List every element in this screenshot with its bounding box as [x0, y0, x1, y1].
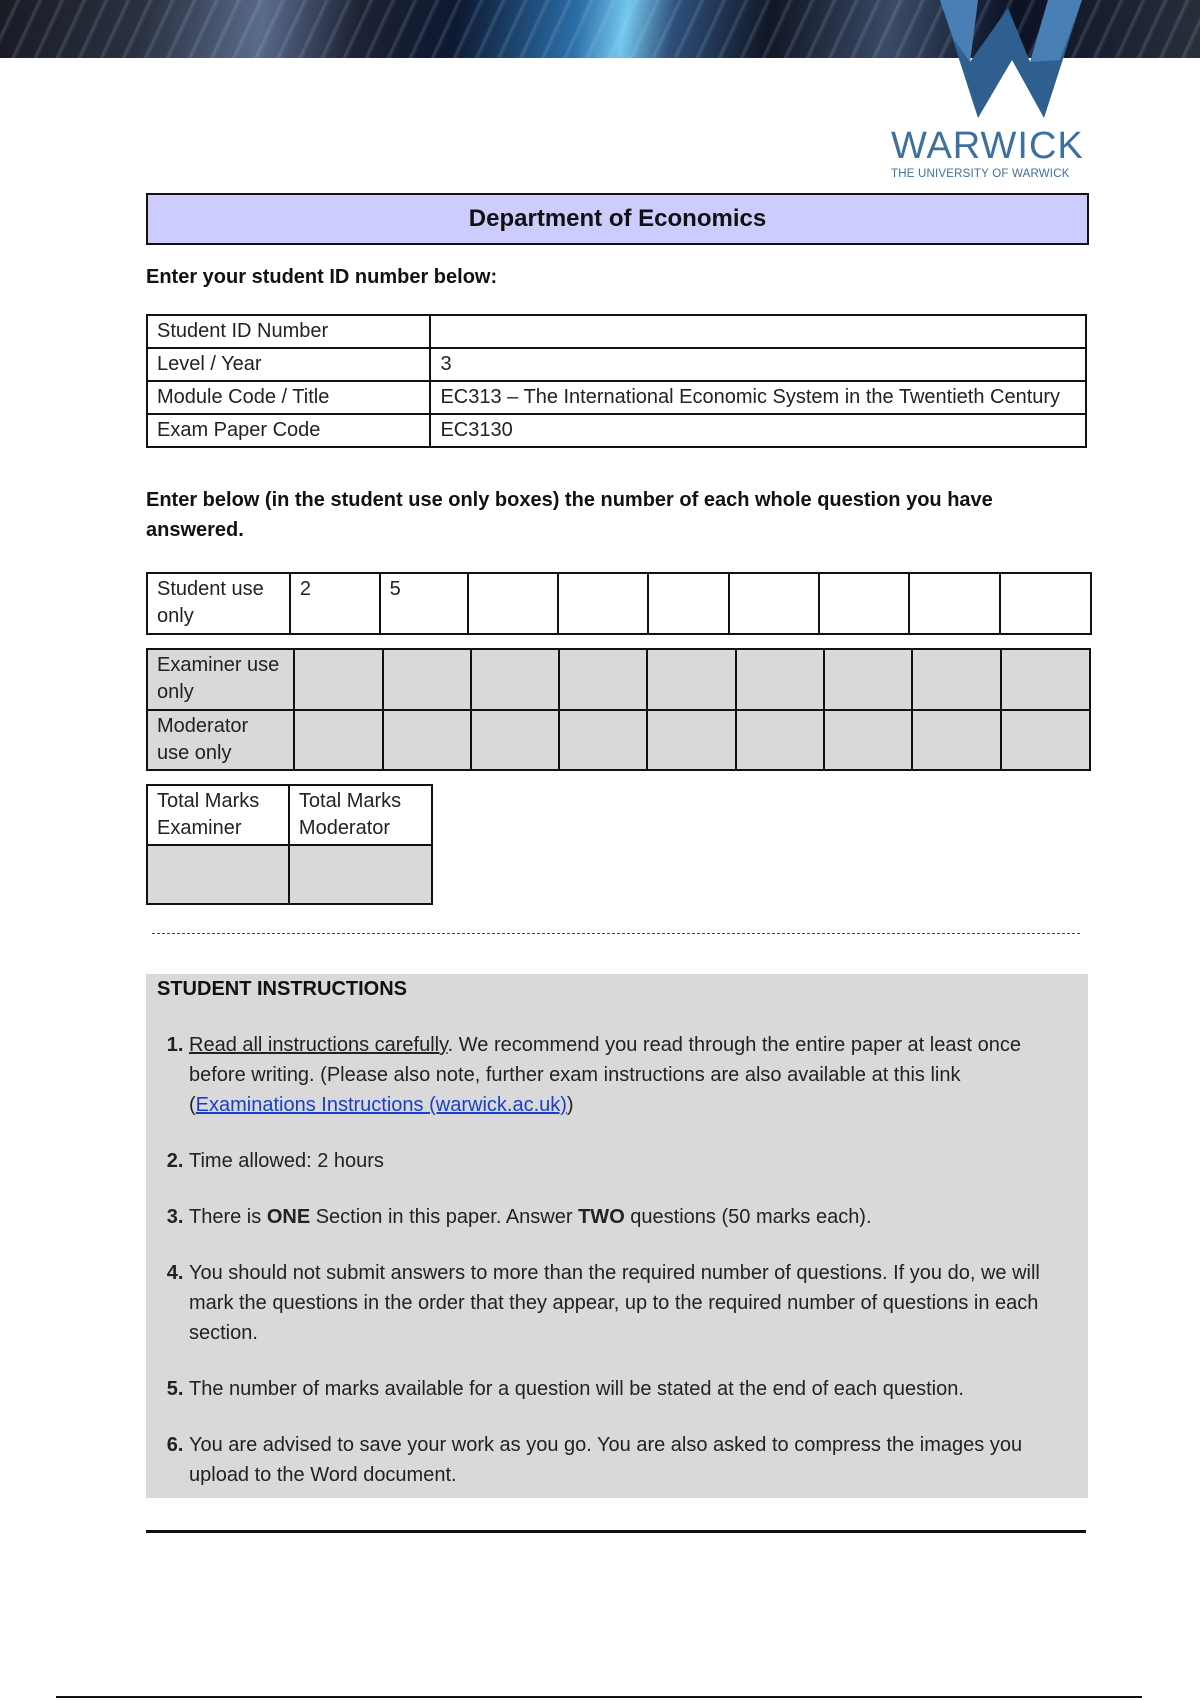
list-item	[189, 1030, 1069, 1120]
list-item	[189, 1146, 1069, 1176]
instruction-4-text: You should not submit answers to more than the required number of questions. If you do, we will mark the questions in the order that they appear, up to the required number of questions in each section.	[189, 1262, 1040, 1344]
table-row	[147, 381, 1086, 414]
instruction-3-part-a: There is	[189, 1206, 267, 1228]
page-bottom-divider	[56, 1696, 1142, 1698]
examiner-mark-box	[824, 649, 913, 710]
moderator-use-label: Moderator use only	[147, 710, 294, 770]
student-id-prompt: Enter your student ID number below:	[146, 266, 498, 288]
instruction-6-text: You are advised to save your work as you go. You are also asked to compress the images you upload to the Word document.	[189, 1434, 1023, 1486]
table-row	[147, 573, 1091, 634]
list-item	[189, 1202, 1069, 1232]
moderator-mark-box	[1001, 710, 1090, 770]
moderator-mark-box	[912, 710, 1001, 770]
examiner-mark-box	[912, 649, 1001, 710]
table-row	[147, 785, 432, 845]
table-row	[147, 649, 1090, 710]
examiner-mark-box	[471, 649, 559, 710]
total-marks-examiner-label: Total Marks Examiner	[147, 785, 289, 845]
total-marks-table	[146, 784, 433, 905]
student-id-label: Student ID Number	[147, 315, 430, 348]
instruction-3-part-e: questions (50 marks each).	[624, 1206, 872, 1228]
moderator-mark-box	[471, 710, 559, 770]
list-item	[189, 1430, 1069, 1490]
table-row	[147, 315, 1086, 348]
answer-box-7[interactable]	[819, 573, 910, 634]
section-divider	[146, 1530, 1086, 1533]
level-year-label: Level / Year	[147, 348, 430, 381]
instruction-3-section-count: ONE	[266, 1206, 311, 1228]
instructions-list	[146, 1030, 1069, 1490]
table-row	[147, 845, 432, 904]
answer-box-8[interactable]	[909, 573, 1000, 634]
examiner-mark-box	[559, 649, 647, 710]
moderator-mark-box	[383, 710, 472, 770]
exam-instructions-link[interactable]: Examinations Instructions (warwick.ac.uk)	[195, 1094, 567, 1116]
instruction-2-text: Time allowed: 2 hours	[189, 1150, 384, 1172]
total-marks-moderator-box	[289, 845, 432, 904]
instruction-1-text: . We recommend you read through the entire paper at least once before writing. (Please also note, further exam instructions are also available at this link (	[189, 1034, 1021, 1116]
module-code-value: EC313 – The International Economic System in the Twentieth Century	[430, 381, 1086, 414]
examiner-mark-box	[736, 649, 824, 710]
moderator-mark-box	[559, 710, 647, 770]
marking-table	[146, 648, 1091, 771]
table-row	[147, 710, 1090, 770]
total-marks-moderator-label: Total Marks Moderator	[289, 785, 432, 845]
instruction-1-emphasis: Read all instructions carefully	[189, 1034, 448, 1056]
examiner-use-label: Examiner use only	[147, 649, 294, 710]
examiner-mark-box	[647, 649, 736, 710]
level-year-value: 3	[430, 348, 1086, 381]
logo-wordmark: WARWICK	[891, 125, 1084, 167]
instruction-3-part-c: Section in this paper. Answer	[310, 1206, 579, 1228]
answer-box-6[interactable]	[729, 573, 819, 634]
exam-paper-code-label: Exam Paper Code	[147, 414, 430, 447]
student-instructions-panel	[146, 974, 1088, 1498]
instructions-heading: STUDENT INSTRUCTIONS	[157, 978, 407, 1000]
examiner-mark-box	[383, 649, 472, 710]
examiner-mark-box	[1001, 649, 1090, 710]
list-item	[189, 1258, 1069, 1348]
examiner-mark-box	[294, 649, 383, 710]
answer-box-9[interactable]	[1000, 573, 1091, 634]
moderator-mark-box	[824, 710, 913, 770]
department-title: Department of Economics	[146, 193, 1089, 245]
table-row	[147, 348, 1086, 381]
moderator-mark-box	[647, 710, 736, 770]
list-item	[189, 1374, 1069, 1404]
exam-paper-code-value: EC3130	[430, 414, 1086, 447]
module-code-label: Module Code / Title	[147, 381, 430, 414]
student-info-table	[146, 314, 1087, 448]
answer-box-1[interactable]: 2	[290, 573, 380, 634]
moderator-mark-box	[294, 710, 383, 770]
cut-line-divider	[152, 933, 1080, 934]
logo-subtitle: THE UNIVERSITY OF WARWICK	[891, 168, 1070, 180]
instruction-1-close: )	[566, 1094, 574, 1116]
student-id-field[interactable]	[430, 315, 1086, 348]
answer-box-4[interactable]	[558, 573, 648, 634]
instruction-3-question-count: TWO	[578, 1206, 625, 1228]
student-use-table	[146, 572, 1092, 635]
total-marks-examiner-box	[147, 845, 289, 904]
answer-box-3[interactable]	[468, 573, 558, 634]
questions-prompt: Enter below (in the student use only boxes) the number of each whole question you have answered.	[146, 489, 993, 541]
table-row	[147, 414, 1086, 447]
instruction-5-text: The number of marks available for a question will be stated at the end of each question.	[189, 1378, 964, 1400]
moderator-mark-box	[736, 710, 824, 770]
answer-box-5[interactable]	[648, 573, 729, 634]
student-use-label: Student use only	[147, 573, 290, 634]
answer-box-2[interactable]: 5	[380, 573, 469, 634]
warwick-logo-icon	[900, 0, 1130, 130]
